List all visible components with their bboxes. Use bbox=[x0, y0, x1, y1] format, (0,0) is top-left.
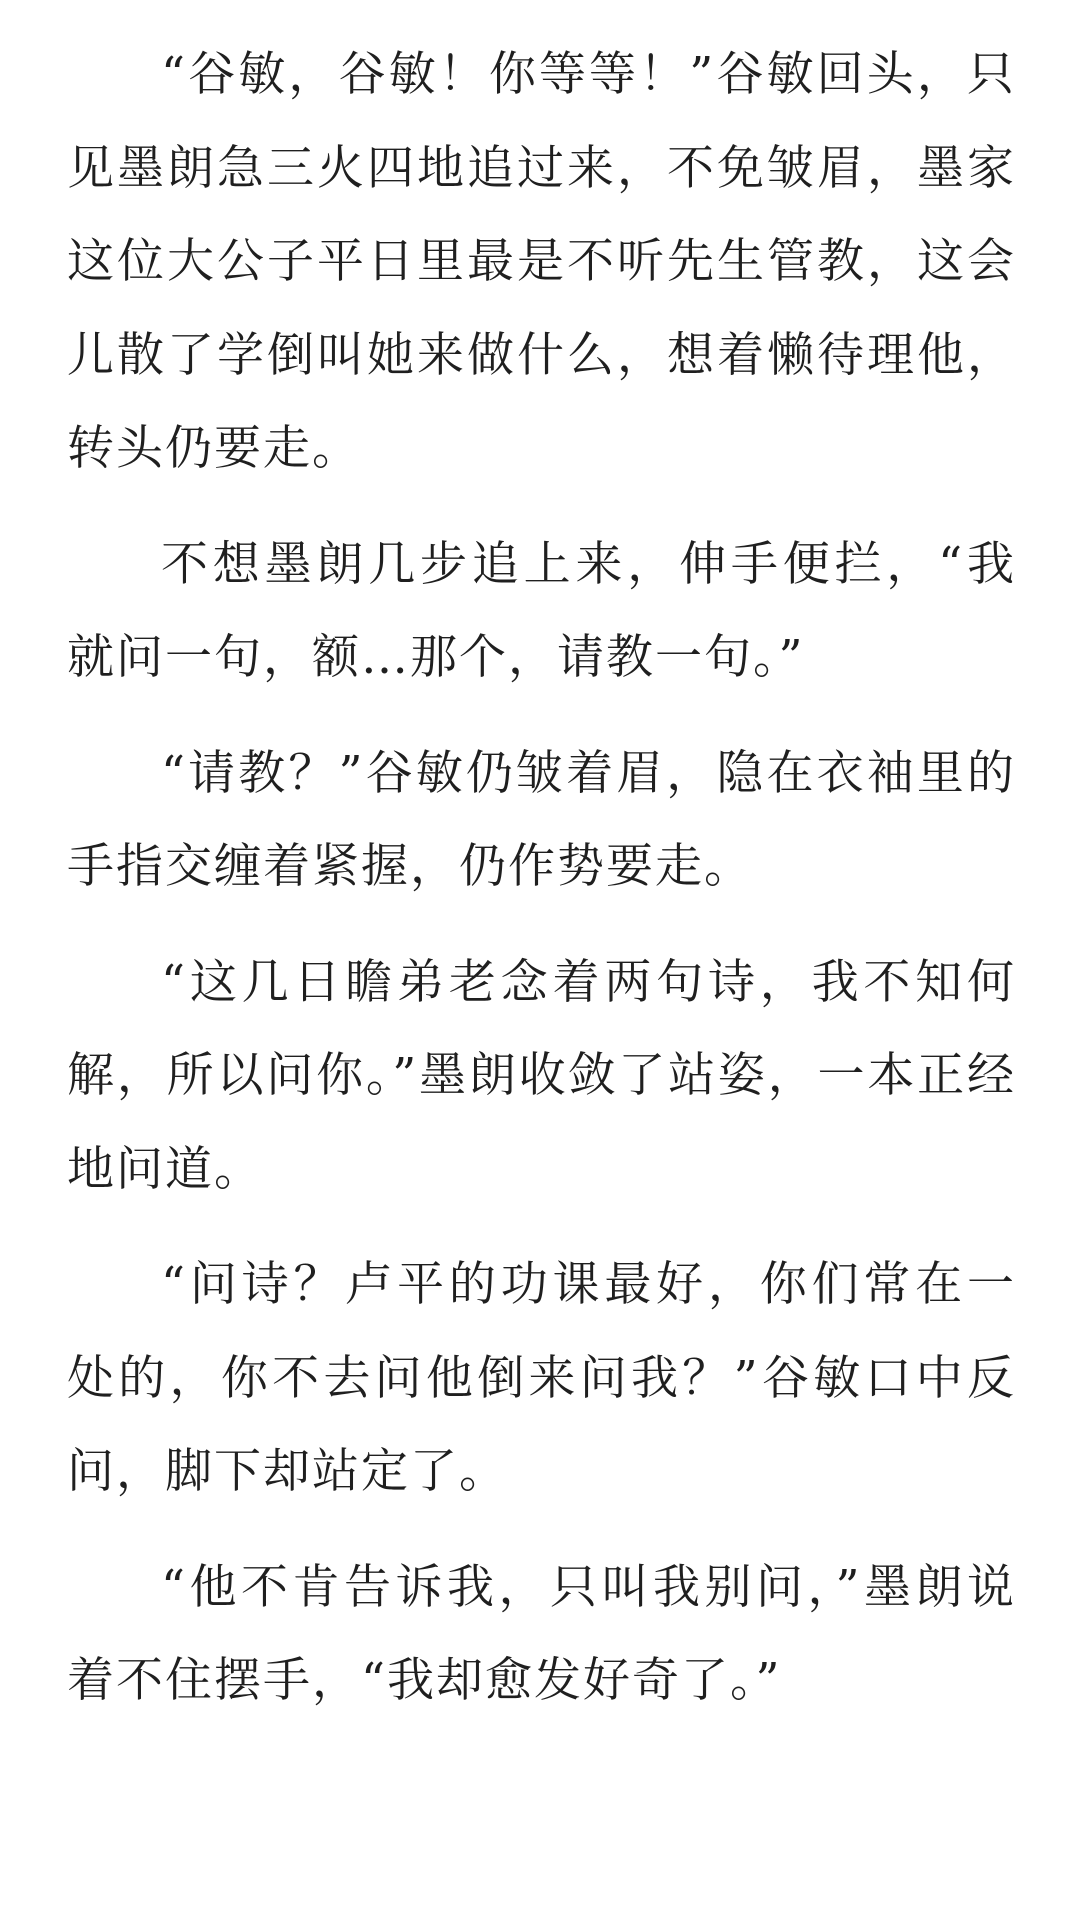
paragraph-4: “这几日瞻弟老念着两句诗，我不知何解，所以问你。”墨朗收敛了站姿，一本正经地问道。 bbox=[67, 954, 1016, 1197]
paragraph-3: “请教？”谷敏仍皱着眉，隐在衣袖里的手指交缠着紧握，仍作势要走。 bbox=[67, 745, 1016, 894]
paragraph-2: 不想墨朗几步追上来，伸手便拦，“我就问一句，额…那个，请教一句。” bbox=[67, 536, 1016, 685]
paragraph-5: “问诗？卢平的功课最好，你们常在一处的，你不去问他倒来问我？”谷敏口中反问，脚下却站定了。 bbox=[67, 1257, 1016, 1499]
paragraph-1: “谷敏，谷敏！你等等！”谷敏回头，只见墨朗急三火四地追过来，不免皱眉，墨家这位大公子平日里最是不听先生管教，这会儿散了学倒叫她来做什么，想着懒待理他，转头仍要走。 bbox=[67, 47, 1016, 476]
paragraph-6: “他不肯告诉我，只叫我别问，”墨朗说着不住摆手，“我却愈发好奇了。” bbox=[67, 1559, 1016, 1708]
